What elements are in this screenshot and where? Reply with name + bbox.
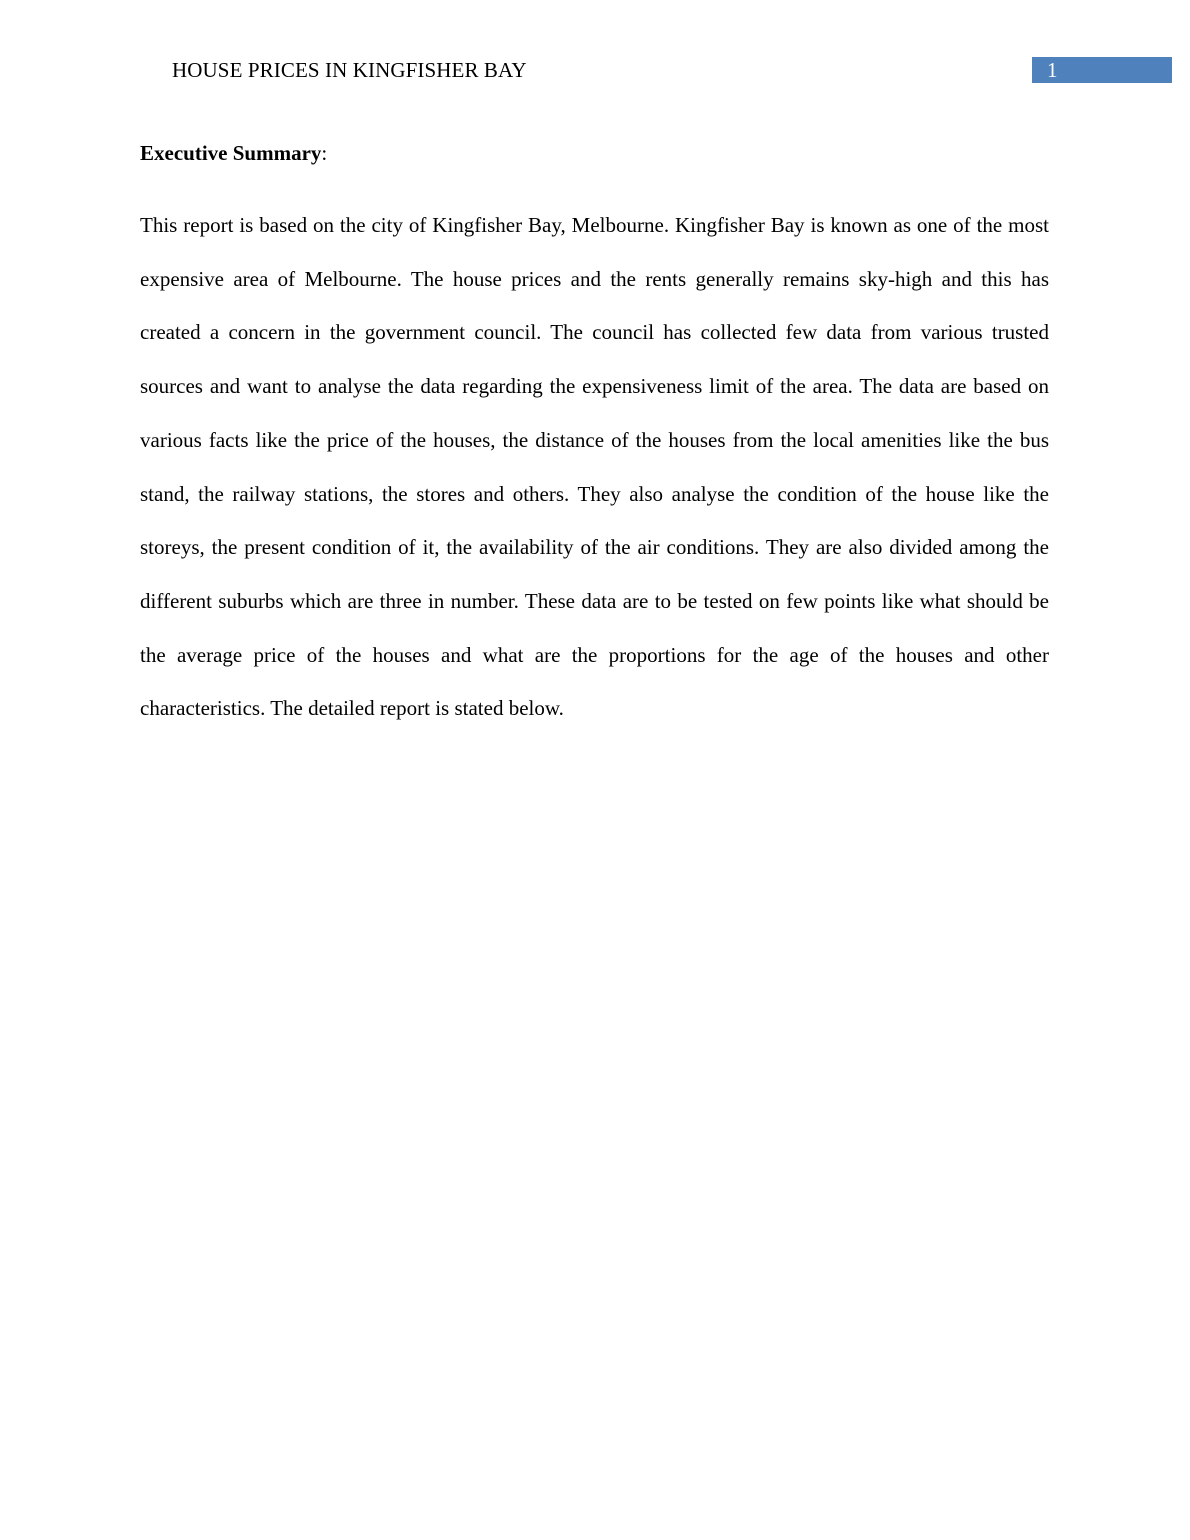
section-heading-text: Executive Summary <box>140 141 322 165</box>
executive-summary-paragraph: This report is based on the city of Kingfisher Bay, Melbourne. Kingfisher Bay is known as one of the most expensive area of Melbourne. The house prices and the rents generally remains sky-high and this has created a concern in the government council. The council has collected few data from various trusted sources and want to analyse the data regarding the expensiveness limit of the area. The data are based on various facts like the price of the houses, the distance of the houses from the local amenities like the bus stand, the railway stations, the stores and others. They also analyse the condition of the house like the storeys, the present condition of it, the availability of the air conditions. They are also divided among the different suburbs which are three in number. These data are to be tested on few points like what should be the average price of the houses and what are the proportions for the age of the houses and other characteristics. The detailed report is stated below. <box>140 213 1049 721</box>
section-heading <box>140 139 327 167</box>
page-number-box <box>1032 57 1172 83</box>
running-head: HOUSE PRICES IN KINGFISHER BAY <box>172 58 527 82</box>
section-heading-colon: : <box>321 141 328 165</box>
page-number: 1 <box>1047 58 1058 82</box>
